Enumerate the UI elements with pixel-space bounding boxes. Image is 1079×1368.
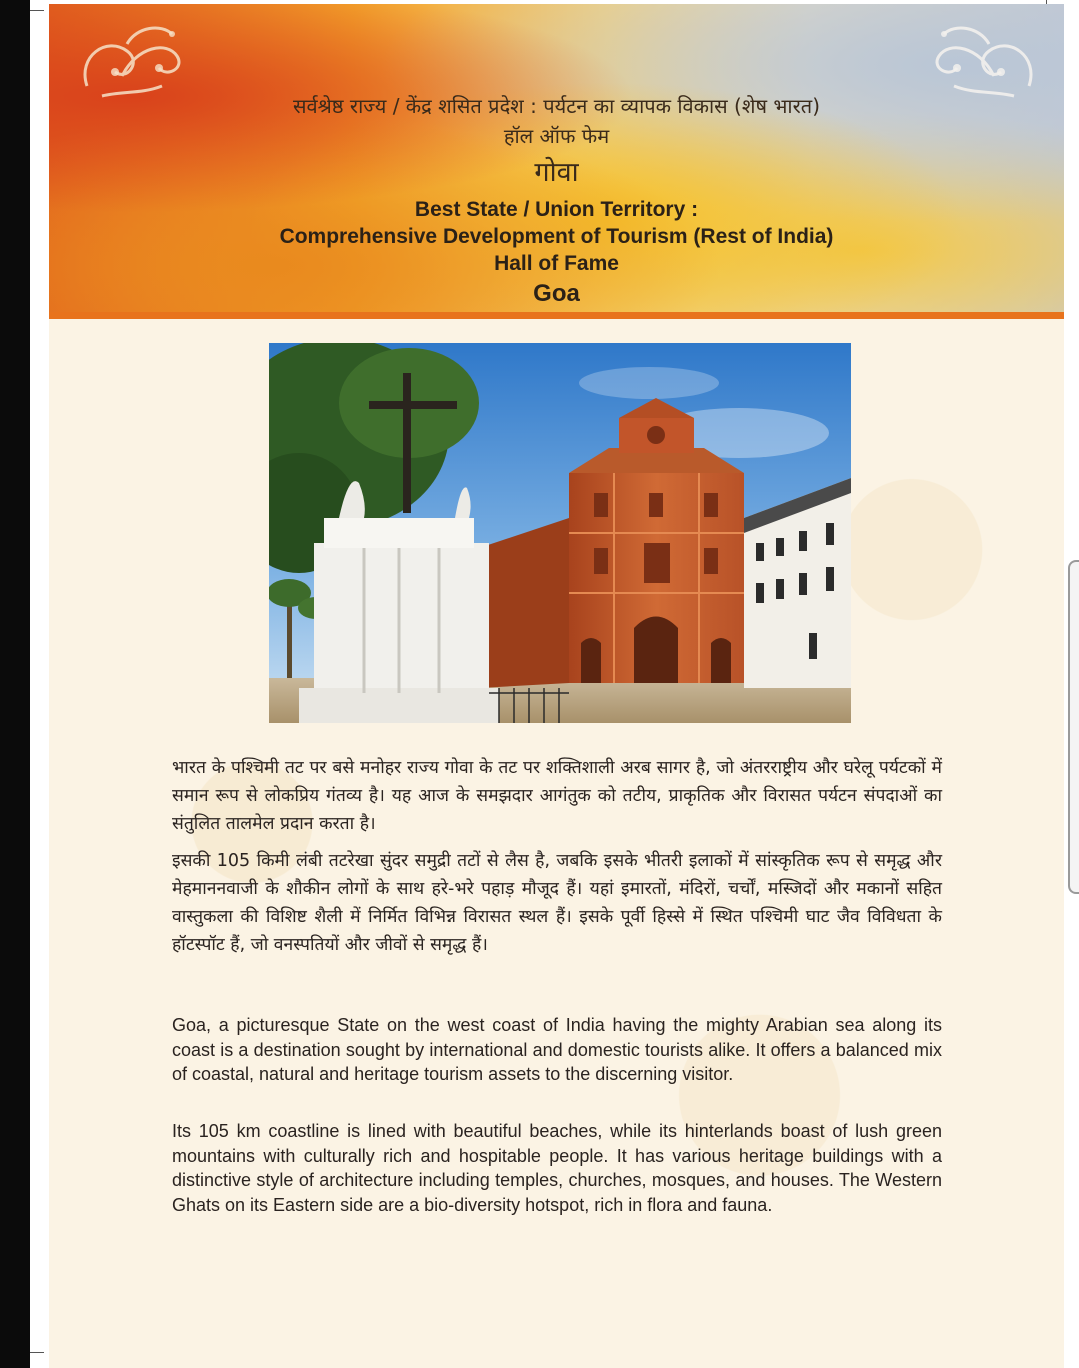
crop-mark xyxy=(30,1352,44,1353)
english-paragraph-1: Goa, a picturesque State on the west coast of India having the mighty Arabian sea along its coast is a destination sought by international and domestic tourists alike. It offers a balanced mix of coastal, natural and heritage tourism assets to the discerning visitor. xyxy=(172,1015,942,1084)
church-photo xyxy=(269,343,851,723)
hindi-state-title: गोवा xyxy=(534,157,579,188)
hindi-paragraph-1: भारत के पश्चिमी तट पर बसे मनोहर राज्य गोवा के तट पर शक्तिशाली अरब सागर है, जो अंतरराष्ट्रीय और घरेलू पर्यटकों में समान रूप से लोकप्रिय गंतव्य है। यह आज के समझदार आगंतुक को तटीय, प्राकृतिक और विरासत पर्यटन संपदाओं का संतुलित तालमेल प्रदान करता है। xyxy=(172,758,942,834)
english-paragraph-2: Its 105 km coastline is lined with beautiful beaches, while its hinterlands boast of lush green mountains with culturally rich and hospitable people. It has various heritage buildings with a distinctive style of architecture including temples, churches, mosques, and houses. The Western Ghats on its Eastern side are a bio-diversity hotspot, rich in flora and fauna. xyxy=(172,1121,942,1215)
hindi-category-title: सर्वश्रेष्ठ राज्य / केंद्र शसित प्रदेश : पर्यटन का व्यापक विकास (शेष भारत) xyxy=(293,94,820,118)
hindi-paragraph-2: इसकी 105 किमी लंबी तटरेखा सुंदर समुद्री तटों से लैस है, जबकि इसके भीतरी इलाकों में सांस्कृतिक रूप से समृद्ध और मेहमाननवाजी के शौकीन लोगों के साथ हरे-भरे पहाड़ मौजूद हैं। यहां इमारतों, मंदिरों, चर्चों, मस्जिदों और मकानों सहित वास्तुकला की विशिष्ट शैली में निर्मित विभिन्न विरासत स्थल हैं। इसके पूर्वी हिस्से में स्थित पश्चिमी घाट जैव विविधता के हॉटस्पॉट हैं, जो वनस्पतियों और जीवों से समृद्ध हैं। xyxy=(172,851,942,955)
english-award-title: Hall of Fame xyxy=(494,252,619,275)
document-page xyxy=(49,4,1064,1368)
header-banner xyxy=(49,4,1064,312)
english-state-title: Goa xyxy=(533,280,580,307)
hindi-award-title: हॉल ऑफ फेम xyxy=(503,124,610,148)
header-divider xyxy=(49,312,1064,319)
english-category-line1: Best State / Union Territory : xyxy=(414,198,699,221)
english-category-line2: Comprehensive Development of Tourism (Rest of India) xyxy=(279,225,834,248)
dark-frame-edge xyxy=(0,0,30,1368)
crop-mark xyxy=(30,10,44,11)
page-scroll-tab[interactable] xyxy=(1068,560,1079,894)
